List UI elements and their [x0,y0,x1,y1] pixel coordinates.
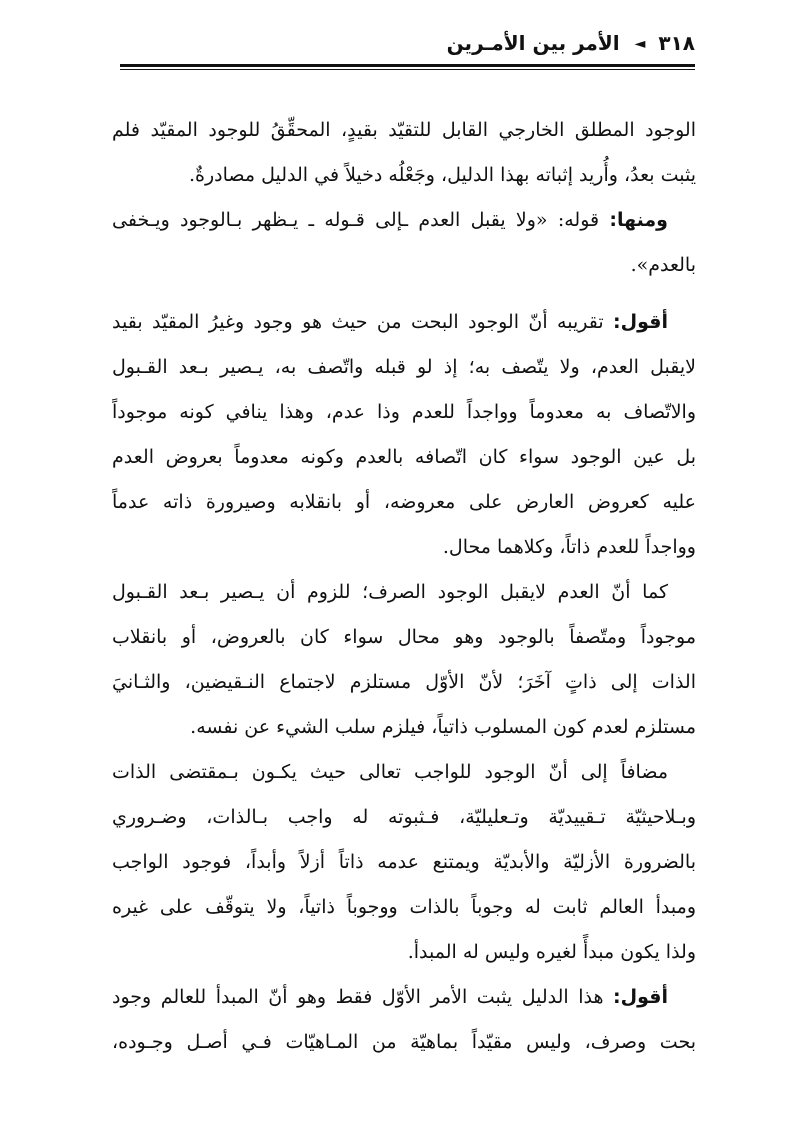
paragraph [112,108,696,198]
text-line: بالعدم». [630,254,696,276]
text-line: كما أنّ العدم لايقبل الوجود الصرف؛ للزوم أن يـصير بـعد القـبول [112,581,668,603]
text-line: الذات إلى ذاتٍ آخَرَ؛ لأنّ الأوّل مستلزم لاجتماع النـقيضين، والثـانيَ [112,671,696,693]
text-line [112,975,696,1020]
page-number: ٣١٨ [658,31,695,55]
line-text: هذا الدليل يثبت الأمر الأوّل فقط وهو أنّ المبدأ للعالم وجود [112,986,614,1008]
text-line [112,198,696,243]
header-marker-icon: ◄ [634,36,646,52]
text-line: يثبت بعدُ، وأُريد إثباته بهذا الدليل، وجَعْلُه دخيلاً في الدليل مصادرةٌ. [189,164,696,186]
paragraph [112,975,696,1065]
header-rule-thick [120,64,695,67]
text-line: عليه كعروض العارض على معروضه، أو بانقلابه وصيرورة ذاته عدماً [112,491,696,513]
text-line: ولذا يكون مبدأً لغيره وليس له المبدأ. [407,941,696,963]
text-line: موجوداً ومتّصفاً بالوجود وهو محال سواء كان بالعروض، أو بانقلاب [112,626,696,648]
text-line: بالضرورة الأزليّة والأبديّة ويمتنع عدمه ذاتاً أزلاً وأبداً، فوجود الواجب [112,851,696,873]
text-line: الوجود المطلق الخارجي القابل للتقيّد بقيدٍ، المحقِّقُ للوجود المقيّد فلم [112,119,696,141]
lead-word: أقول: [613,311,668,333]
paragraph [112,198,696,288]
lead-word: أقول: [613,986,668,1008]
text-line: مستلزم لعدم كون المسلوب ذاتياً، فيلزم سلب الشيء عن نفسه. [190,716,696,738]
paragraph [112,750,696,975]
running-header [120,28,695,61]
text-line: وواجداً للعدم ذاتاً، وكلاهما محال. [442,536,696,558]
text-line: ومبدأ العالم ثابت له وجوباً بالذات ووجوباً ذاتياً، ولا يتوقّف على غيره [112,896,696,918]
header-title: الأمر بين الأمـرين [446,31,620,55]
body-text [112,108,696,1065]
lead-word: ومنها: [609,209,668,231]
text-line: مضافاً إلى أنّ الوجود للواجب تعالى حيث يكـون بـمقتضى الذات [112,761,669,783]
text-line: وبـلاحيثيّة تـقييديّة وتـعليليّة، فـثبوته له واجب بـالذات، وضـروري [112,806,696,828]
text-line: بحت وصرف، وليس مقيّداً بماهيّة من المـاهيّات فـي أصـل وجـوده، [112,1031,696,1053]
line-text: تقريبه أنّ الوجود البحت من حيث هو وجود وغيرُ المقيّد بقيد [112,311,614,333]
text-line: بل عين الوجود سواء كان اتّصافه بالعدم وكونه معدوماً بعروض العدم [112,446,696,468]
paragraph [112,300,696,570]
paragraph [112,570,696,750]
header-rule-thin [120,69,695,70]
line-text: قوله: «ولا يقبل العدم ـإلى قـوله ـ يـظهر بـالوجود ويـخفى [112,209,610,231]
text-line [112,300,696,345]
text-line: لايقبل العدم، ولا يتّصف به؛ إذ لو قبله واتّصف به، يـصير بـعد القـبول [112,356,696,378]
text-line: والاتّصاف به معدوماً وواجداً للعدم وذا عدم، وهذا ينافي كونه موجوداً [112,401,696,423]
